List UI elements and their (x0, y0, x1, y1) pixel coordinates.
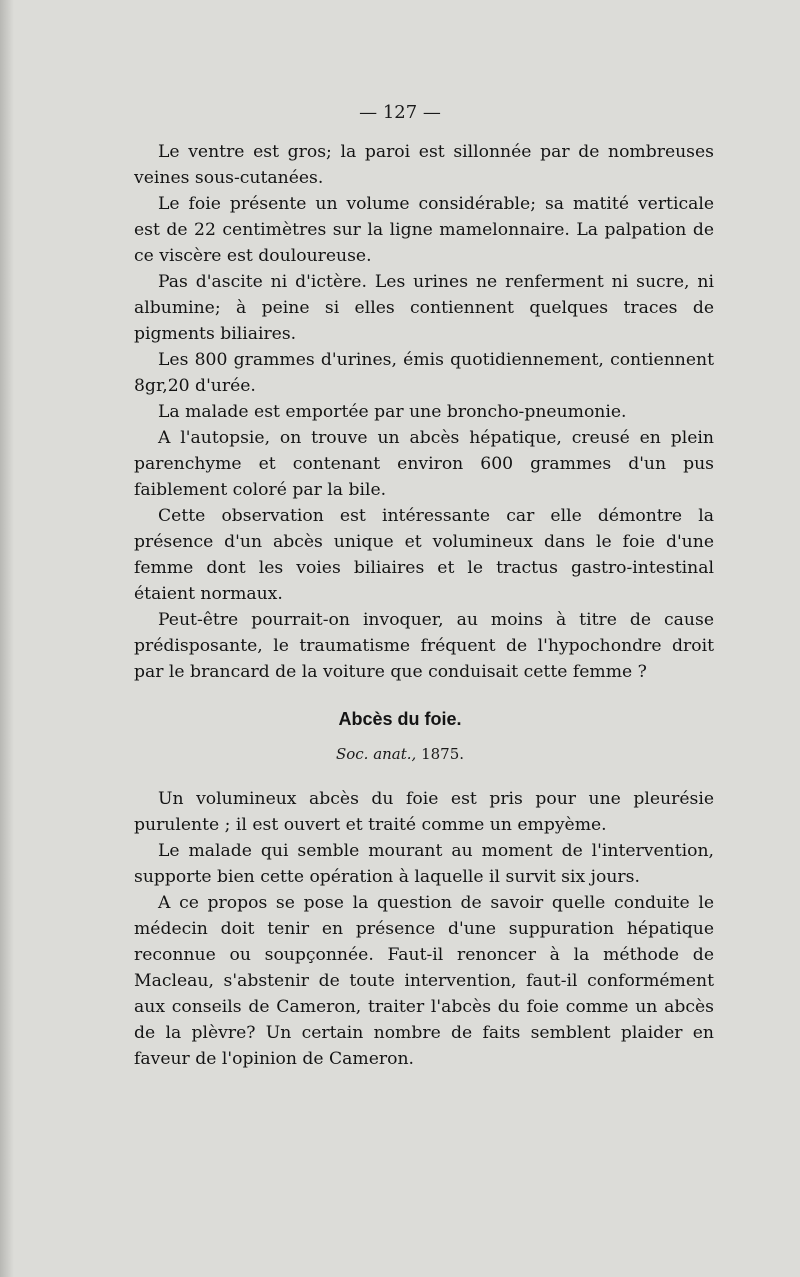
paragraph: Pas d'ascite ni d'ictère. Les urines ne renferment ni sucre, ni albumine; à peine si elles contiennent quelques traces de pigments biliaires. (134, 272, 714, 344)
paragraph: Un volumineux abcès du foie est pris pour une pleurésie purulente ; il est ouvert et traité comme un empyème. (134, 789, 714, 835)
source-year: 1875. (421, 745, 465, 763)
text-block-observation (134, 139, 714, 685)
section-title: Abcès du foie. (338, 709, 462, 729)
source-journal: Soc. anat., (335, 745, 417, 763)
page-number: — 127 — (359, 102, 441, 123)
paragraph: A ce propos se pose la question de savoir quelle conduite le médecin doit tenir en présence d'une suppuration hépatique reconnue ou soupçonnée. Faut-il renoncer à la méthode de Macleau, s'abstenir de toute intervention, faut-il conformément aux conseils de Cameron, traiter l'abcès du foie comme un abcès de la plèvre? Un certain nombre de faits semblent plaider en faveur de l'opinion de Cameron. (134, 893, 714, 1069)
paragraph: Les 800 grammes d'urines, émis quotidiennement, contiennent 8gr,20 d'urée. (134, 350, 714, 396)
paragraph: Le foie présente un volume considérable; sa matité verticale est de 22 centimètres sur la ligne mamelonnaire. La palpation de ce viscère est douloureuse. (134, 194, 714, 266)
paragraph: Le ventre est gros; la paroi est sillonnée par de nombreuses veines sous-cutanées. (134, 142, 714, 188)
section-source (0, 745, 800, 763)
paragraph: Cette observation est intéressante car elle démontre la présence d'un abcès unique et volumineux dans le foie d'une femme dont les voies biliaires et le tractus gastro-intestinal étaient normaux. (134, 506, 714, 604)
text-block-case (134, 786, 714, 1072)
paragraph: A l'autopsie, on trouve un abcès hépatique, creusé en plein parenchyme et contenant environ 600 grammes d'un pus faiblement coloré par la bile. (134, 428, 714, 500)
paragraph: Le malade qui semble mourant au moment de l'intervention, supporte bien cette opération à laquelle il survit six jours. (134, 841, 714, 887)
page-gutter-shadow (0, 0, 14, 1277)
paragraph: La malade est emportée par une broncho-pneumonie. (158, 402, 627, 422)
paragraph: Peut-être pourrait-on invoquer, au moins à titre de cause prédisposante, le traumatisme fréquent de l'hypochondre droit par le brancard de la voiture que conduisait cette femme ? (134, 610, 714, 682)
